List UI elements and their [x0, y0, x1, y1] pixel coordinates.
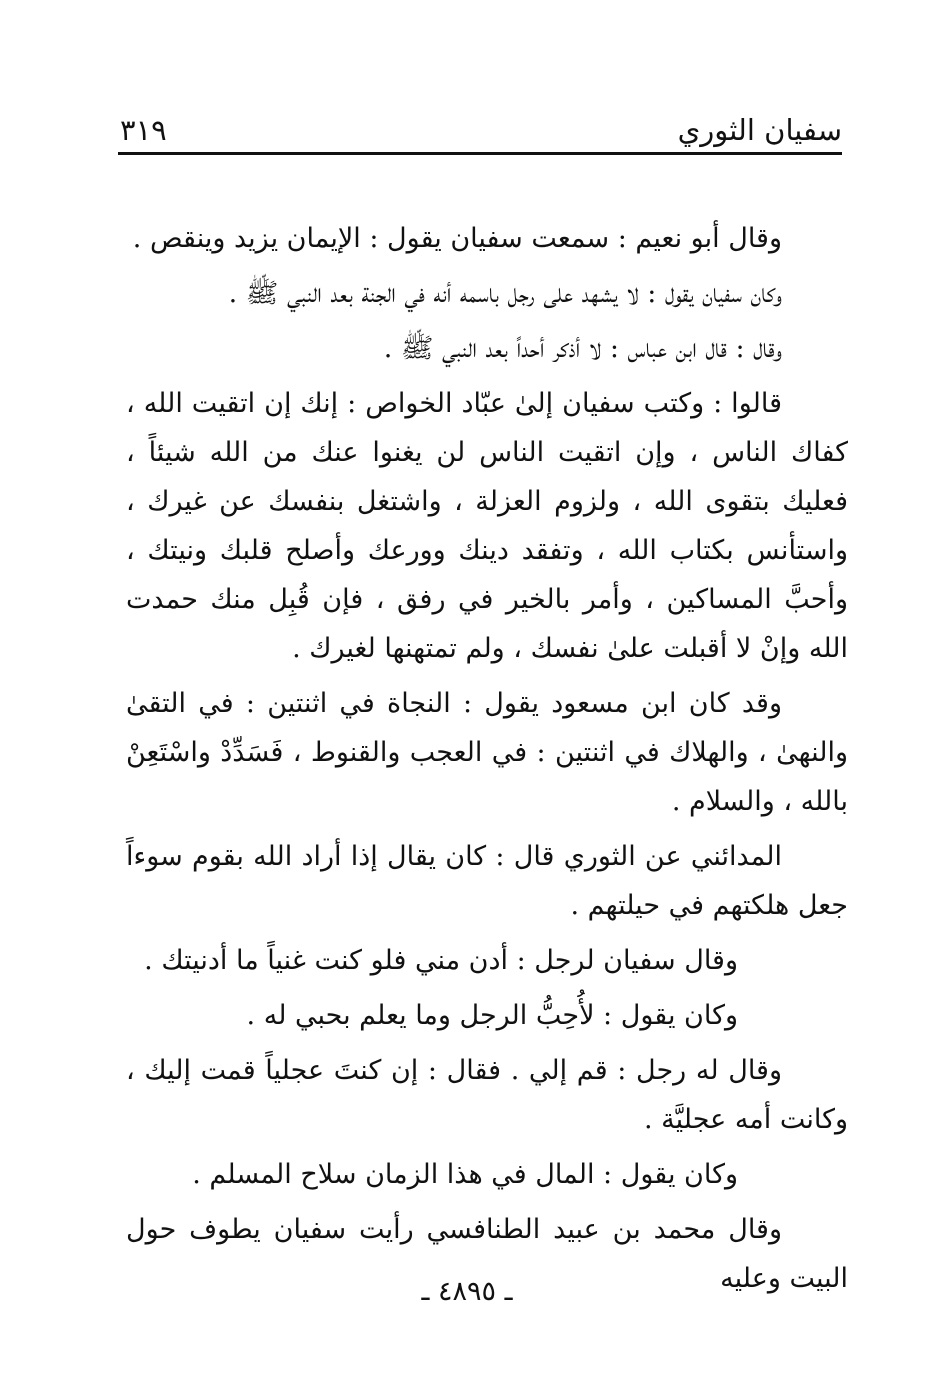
paragraph: وقال له رجل : قم إلي . فقال : إن كنتَ عجلياً قمت إليك ، وكانت أمه عجليَّة .	[126, 1055, 848, 1135]
paragraph: وكان يقول : المال في هذا الزمان سلاح المسلم .	[192, 1159, 738, 1190]
paragraph: المدائني عن الثوري قال : كان يقال إذا أراد الله بقوم سوءاً جعل هلكتهم في حيلتهم .	[126, 841, 848, 921]
paragraph: قالوا : وكتب سفيان إلىٰ عبّاد الخواص : إنك إن اتقيت الله ، كفاك الناس ، وإن اتقيت الناس لن يغنوا عنك من الله شيئاً ، فعليك بتقوى الله ، ولزوم العزلة ، واشتغل بنفسك عن غيرك ، واستأنس بكتاب الله ، وتفقد دينك وورعك وأصلح قلبك ونيتك ، وأحبَّ المساكين ، وأمر بالخير في رفق ، فإن قُبِل منك حمدت الله وإنْ لا أقبلت علىٰ نفسك ، ولم تمتهنها لغيرك .	[126, 388, 848, 664]
running-title: سفيان الثوري	[677, 113, 842, 147]
page-number: ٣١٩	[120, 113, 167, 147]
paragraph: وقال محمد بن عبيد الطنافسي رأيت سفيان يطوف حول البيت وعليه	[126, 1214, 848, 1294]
paragraph: وقال : قال ابن عباس : لا أذكر أحداً بعد النبي ﷺ .	[383, 333, 782, 364]
paragraph: وكان يقول : لأُحِبُّ الرجل وما يعلم بحبي له .	[246, 1000, 738, 1031]
paragraph: وقال أبو نعيم : سمعت سفيان يقول : الإيمان يزيد وينقص .	[132, 223, 782, 254]
footer-page-number: ـ ٤٨٩٥ ـ	[421, 1276, 513, 1307]
paragraph: وقد كان ابن مسعود يقول : النجاة في اثنتين : في التقىٰ والنهىٰ ، والهلاك في اثنتين : في العجب والقنوط ، فَسَدِّدْ واسْتَعِنْ بالله ، والسلام .	[126, 688, 848, 817]
header-rule	[118, 152, 842, 155]
body-text	[126, 214, 848, 1309]
running-head	[120, 108, 842, 152]
paragraph: وقال سفيان لرجل : أدن مني فلو كنت غنياً ما أدنيتك .	[144, 945, 738, 976]
paragraph: وكان سفيان يقول : لا يشهد على رجل باسمه أنه في الجنة بعد النبي ﷺ .	[228, 278, 782, 309]
